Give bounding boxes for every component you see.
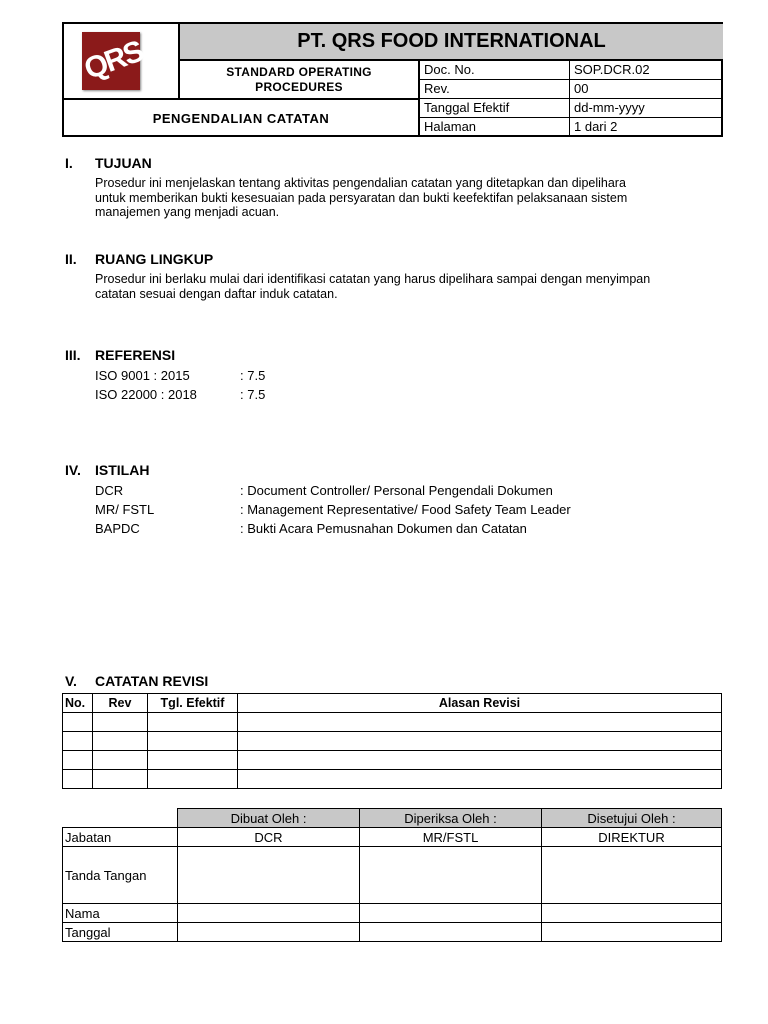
section-title: ISTILAH xyxy=(95,462,150,478)
term-abbreviation: MR/ FSTL xyxy=(95,502,155,517)
col-header-reason: Alasan Revisi xyxy=(238,694,722,713)
meta-key: Doc. No. xyxy=(420,61,570,79)
date-cell xyxy=(178,923,360,942)
approval-row-nama xyxy=(63,904,722,923)
signature-cell xyxy=(178,847,360,904)
signature-cell xyxy=(360,847,542,904)
position-approved: DIREKTUR xyxy=(542,828,722,847)
table-cell xyxy=(93,713,148,732)
revision-table xyxy=(62,693,722,789)
term-definition: : Management Representative/ Food Safety Team Leader xyxy=(240,502,571,517)
reference-item xyxy=(95,385,725,404)
table-cell xyxy=(63,713,93,732)
reference-standard: ISO 22000 : 2018 xyxy=(95,387,197,402)
section-number: I. xyxy=(65,155,73,171)
section-title: TUJUAN xyxy=(95,155,152,171)
table-cell xyxy=(93,751,148,770)
meta-row-effective-date xyxy=(420,99,723,118)
approval-table xyxy=(62,808,722,942)
reference-standard: ISO 9001 : 2015 xyxy=(95,368,190,383)
name-cell xyxy=(542,904,722,923)
table-row xyxy=(63,732,722,751)
term-definition: : Bukti Acara Pemusnahan Dokumen dan Catatan xyxy=(240,521,527,536)
section-body xyxy=(95,272,725,301)
document-meta xyxy=(420,61,723,137)
section-body xyxy=(95,481,725,538)
section-title: REFERENSI xyxy=(95,347,176,363)
row-label: Nama xyxy=(63,904,178,923)
name-cell xyxy=(178,904,360,923)
reference-clause: : 7.5 xyxy=(240,368,266,383)
document-title: PENGENDALIAN CATATAN xyxy=(64,100,420,137)
header-prepared-by: Dibuat Oleh : xyxy=(178,809,360,828)
table-cell xyxy=(238,751,722,770)
row-label: Tanggal xyxy=(63,923,178,942)
section-number: III. xyxy=(65,347,81,363)
table-cell xyxy=(238,770,722,789)
reference-clause: : 7.5 xyxy=(240,387,266,402)
meta-value: SOP.DCR.02 xyxy=(574,62,650,77)
table-row xyxy=(63,713,722,732)
logo-cell xyxy=(64,24,180,100)
meta-value: dd-mm-yyyy xyxy=(574,100,645,115)
meta-key: Halaman xyxy=(420,118,570,137)
term-item xyxy=(95,519,725,538)
revision-header-row xyxy=(63,694,722,713)
table-cell xyxy=(148,713,238,732)
meta-row-doc-no xyxy=(420,61,723,80)
signature-cell xyxy=(542,847,722,904)
position-prepared: DCR xyxy=(178,828,360,847)
table-cell xyxy=(93,732,148,751)
sop-title-line1: STANDARD OPERATING xyxy=(226,64,372,79)
reference-item xyxy=(95,366,725,385)
table-cell xyxy=(238,713,722,732)
body-line: catatan sesuai dengan daftar induk catatan. xyxy=(95,286,338,301)
company-logo xyxy=(79,32,147,90)
date-cell xyxy=(360,923,542,942)
table-cell xyxy=(63,732,93,751)
section-istilah xyxy=(65,462,725,538)
section-number: IV. xyxy=(65,462,81,478)
table-cell xyxy=(238,732,722,751)
col-header-rev: Rev xyxy=(93,694,148,713)
date-cell xyxy=(542,923,722,942)
position-checked: MR/FSTL xyxy=(360,828,542,847)
section-title: RUANG LINGKUP xyxy=(95,251,214,267)
table-cell xyxy=(148,751,238,770)
section-number: II. xyxy=(65,251,77,267)
table-row xyxy=(63,770,722,789)
meta-key: Tanggal Efektif xyxy=(420,99,570,117)
section-title: CATATAN REVISI xyxy=(95,673,209,689)
table-cell xyxy=(148,770,238,789)
logo-text: QRS xyxy=(79,34,147,87)
header-approved-by: Disetujui Oleh : xyxy=(542,809,722,828)
row-label: Jabatan xyxy=(63,828,178,847)
section-heading xyxy=(65,673,208,691)
meta-key: Rev. xyxy=(420,80,570,98)
term-item xyxy=(95,500,725,519)
section-heading xyxy=(65,251,725,269)
section-tujuan xyxy=(65,155,725,220)
sop-title-line2: PROCEDURES xyxy=(255,79,343,94)
meta-value: 1 dari 2 xyxy=(574,119,618,134)
table-cell xyxy=(63,770,93,789)
term-abbreviation: DCR xyxy=(95,483,124,498)
row-label: Tanda Tangan xyxy=(63,847,178,904)
body-line: manajemen yang menjadi acuan. xyxy=(95,205,280,219)
section-catatan-revisi xyxy=(65,673,208,691)
section-body xyxy=(95,366,725,404)
col-header-effective-date: Tgl. Efektif xyxy=(148,694,238,713)
section-referensi xyxy=(65,347,725,404)
approval-row-signature xyxy=(63,847,722,904)
section-number: V. xyxy=(65,673,77,689)
section-heading xyxy=(65,462,725,480)
term-definition: : Document Controller/ Personal Pengendali Dokumen xyxy=(240,483,553,498)
body-line: Prosedur ini berlaku mulai dari identifikasi catatan yang harus dipelihara sampai dengan menyimpan xyxy=(95,272,651,286)
approval-row-tanggal xyxy=(63,923,722,942)
approval-header-row xyxy=(63,809,722,828)
section-body xyxy=(95,176,725,220)
section-heading xyxy=(65,347,725,365)
name-cell xyxy=(360,904,542,923)
table-cell xyxy=(148,732,238,751)
table-row xyxy=(63,751,722,770)
term-abbreviation: BAPDC xyxy=(95,521,140,536)
section-heading xyxy=(65,155,725,173)
body-line: untuk memberikan bukti kesesuaian pada persyaratan dan bukti keefektifan pelaksanaan sistem xyxy=(95,190,628,205)
table-cell xyxy=(63,751,93,770)
company-name: PT. QRS FOOD INTERNATIONAL xyxy=(180,24,723,61)
approval-row-jabatan xyxy=(63,828,722,847)
sop-title xyxy=(180,61,420,100)
meta-value: 00 xyxy=(574,81,589,96)
header-checked-by: Diperiksa Oleh : xyxy=(360,809,542,828)
meta-row-rev xyxy=(420,80,723,99)
document-header xyxy=(62,22,723,137)
section-ruang-lingkup xyxy=(65,251,725,301)
meta-row-page xyxy=(420,118,723,137)
table-cell xyxy=(93,770,148,789)
body-line: Prosedur ini menjelaskan tentang aktivitas pengendalian catatan yang ditetapkan dan dipelihara xyxy=(95,176,626,190)
empty-corner-cell xyxy=(63,809,178,828)
col-header-no: No. xyxy=(63,694,93,713)
term-item xyxy=(95,481,725,500)
